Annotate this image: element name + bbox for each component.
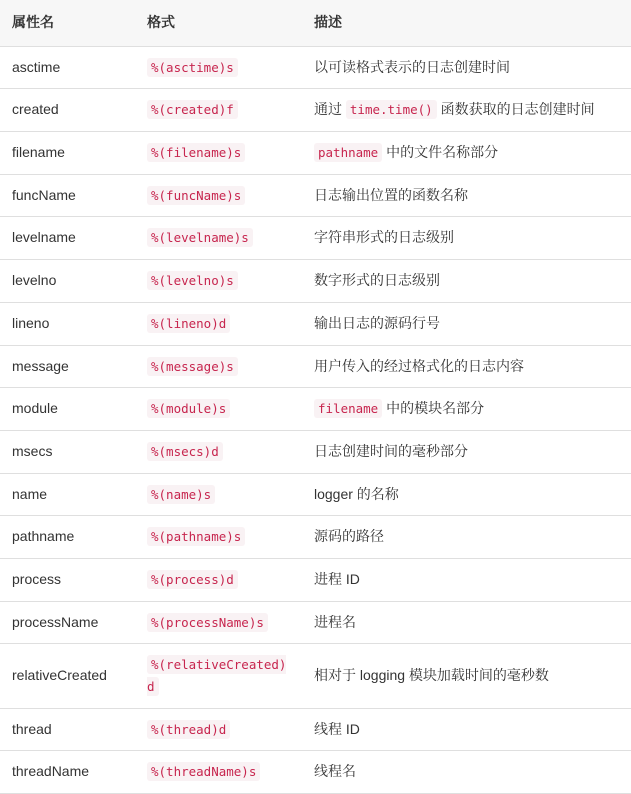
format-code: %(levelno)s bbox=[147, 271, 238, 290]
description-cell bbox=[302, 132, 631, 175]
table-row bbox=[0, 516, 631, 559]
attribute-name-cell: thread bbox=[0, 708, 135, 751]
format-cell bbox=[135, 708, 302, 751]
attribute-name-cell: levelname bbox=[0, 217, 135, 260]
format-code: %(processName)s bbox=[147, 613, 268, 632]
format-cell bbox=[135, 601, 302, 644]
table-row bbox=[0, 644, 631, 708]
format-cell bbox=[135, 558, 302, 601]
format-code: %(message)s bbox=[147, 357, 238, 376]
description-cell bbox=[302, 473, 631, 516]
description-text-after: 数字形式的日志级别 bbox=[314, 272, 440, 289]
table-row bbox=[0, 388, 631, 431]
description-cell bbox=[302, 601, 631, 644]
format-cell bbox=[135, 174, 302, 217]
description-cell bbox=[302, 558, 631, 601]
attribute-name-cell: relativeCreated bbox=[0, 644, 135, 708]
format-code: %(pathname)s bbox=[147, 527, 245, 546]
attribute-name-cell: module bbox=[0, 388, 135, 431]
format-cell bbox=[135, 89, 302, 132]
format-code: %(created)f bbox=[147, 100, 238, 119]
table-header-row bbox=[0, 0, 631, 46]
description-cell bbox=[302, 751, 631, 794]
table-row bbox=[0, 345, 631, 388]
format-code: %(relativeCreated)d bbox=[147, 657, 287, 694]
description-cell bbox=[302, 516, 631, 559]
table-row bbox=[0, 46, 631, 89]
table-row bbox=[0, 601, 631, 644]
attribute-name-cell: name bbox=[0, 473, 135, 516]
format-cell bbox=[135, 430, 302, 473]
description-text-after: 日志输出位置的函数名称 bbox=[314, 186, 468, 203]
format-code: %(levelname)s bbox=[147, 228, 253, 247]
format-cell bbox=[135, 46, 302, 89]
format-code: %(module)s bbox=[147, 399, 230, 418]
description-text-after: 中的模块名部分 bbox=[382, 400, 485, 417]
description-text-after: 中的文件名称部分 bbox=[382, 144, 499, 161]
attribute-name-cell: msecs bbox=[0, 430, 135, 473]
format-cell bbox=[135, 260, 302, 303]
column-header-description: 描述 bbox=[302, 0, 631, 46]
description-cell bbox=[302, 644, 631, 708]
format-cell bbox=[135, 751, 302, 794]
description-text-after: logger 的名称 bbox=[314, 485, 399, 502]
description-text-after: 用户传入的经过格式化的日志内容 bbox=[314, 357, 524, 374]
format-cell bbox=[135, 132, 302, 175]
format-cell bbox=[135, 516, 302, 559]
format-code: %(process)d bbox=[147, 570, 238, 589]
table-row bbox=[0, 558, 631, 601]
attribute-name-cell: filename bbox=[0, 132, 135, 175]
description-cell bbox=[302, 46, 631, 89]
description-text-after: 线程 ID bbox=[314, 720, 360, 737]
format-code: %(name)s bbox=[147, 485, 215, 504]
description-text-after: 函数获取的日志创建时间 bbox=[436, 101, 595, 118]
column-header-format: 格式 bbox=[135, 0, 302, 46]
description-cell bbox=[302, 345, 631, 388]
column-header-name: 属性名 bbox=[0, 0, 135, 46]
attribute-name-cell: lineno bbox=[0, 302, 135, 345]
description-text-after: 以可读格式表示的日志创建时间 bbox=[314, 58, 510, 75]
table-row bbox=[0, 174, 631, 217]
description-text-after: 字符串形式的日志级别 bbox=[314, 229, 454, 246]
description-text-after: 源码的路径 bbox=[314, 528, 384, 545]
format-code: %(filename)s bbox=[147, 143, 245, 162]
description-text-after: 线程名 bbox=[314, 763, 356, 780]
description-cell bbox=[302, 388, 631, 431]
table-row bbox=[0, 132, 631, 175]
format-code: %(funcName)s bbox=[147, 186, 245, 205]
table-row bbox=[0, 217, 631, 260]
description-cell bbox=[302, 430, 631, 473]
description-text-after: 日志创建时间的毫秒部分 bbox=[314, 442, 468, 459]
description-cell bbox=[302, 89, 631, 132]
table-row bbox=[0, 708, 631, 751]
description-text-after: 进程名 bbox=[314, 613, 356, 630]
description-cell bbox=[302, 302, 631, 345]
description-text-after: 相对于 logging 模块加载时间的毫秒数 bbox=[314, 667, 549, 684]
description-cell bbox=[302, 174, 631, 217]
attribute-name-cell: levelno bbox=[0, 260, 135, 303]
table-row bbox=[0, 302, 631, 345]
description-cell bbox=[302, 260, 631, 303]
description-inline-code: pathname bbox=[314, 143, 382, 162]
table-row bbox=[0, 89, 631, 132]
attribute-name-cell: process bbox=[0, 558, 135, 601]
description-cell bbox=[302, 708, 631, 751]
attribute-name-cell: pathname bbox=[0, 516, 135, 559]
description-inline-code: filename bbox=[314, 399, 382, 418]
table-row bbox=[0, 751, 631, 794]
description-inline-code: time.time() bbox=[346, 100, 437, 119]
format-code: %(threadName)s bbox=[147, 762, 260, 781]
table-body bbox=[0, 46, 631, 793]
table-row bbox=[0, 260, 631, 303]
format-code: %(thread)d bbox=[147, 720, 230, 739]
description-text-after: 进程 ID bbox=[314, 570, 360, 587]
format-code: %(asctime)s bbox=[147, 58, 238, 77]
format-code: %(lineno)d bbox=[147, 314, 230, 333]
format-cell bbox=[135, 345, 302, 388]
table-header bbox=[0, 0, 631, 46]
format-cell bbox=[135, 644, 302, 708]
table-row bbox=[0, 430, 631, 473]
description-cell bbox=[302, 217, 631, 260]
attribute-name-cell: threadName bbox=[0, 751, 135, 794]
format-cell bbox=[135, 217, 302, 260]
attribute-name-cell: funcName bbox=[0, 174, 135, 217]
description-text-after: 输出日志的源码行号 bbox=[314, 314, 440, 331]
attribute-name-cell: created bbox=[0, 89, 135, 132]
description-text-before: 通过 bbox=[314, 101, 346, 118]
attribute-name-cell: asctime bbox=[0, 46, 135, 89]
attribute-name-cell: message bbox=[0, 345, 135, 388]
table-row bbox=[0, 473, 631, 516]
format-code: %(msecs)d bbox=[147, 442, 223, 461]
format-cell bbox=[135, 473, 302, 516]
format-cell bbox=[135, 388, 302, 431]
format-cell bbox=[135, 302, 302, 345]
attribute-name-cell: processName bbox=[0, 601, 135, 644]
